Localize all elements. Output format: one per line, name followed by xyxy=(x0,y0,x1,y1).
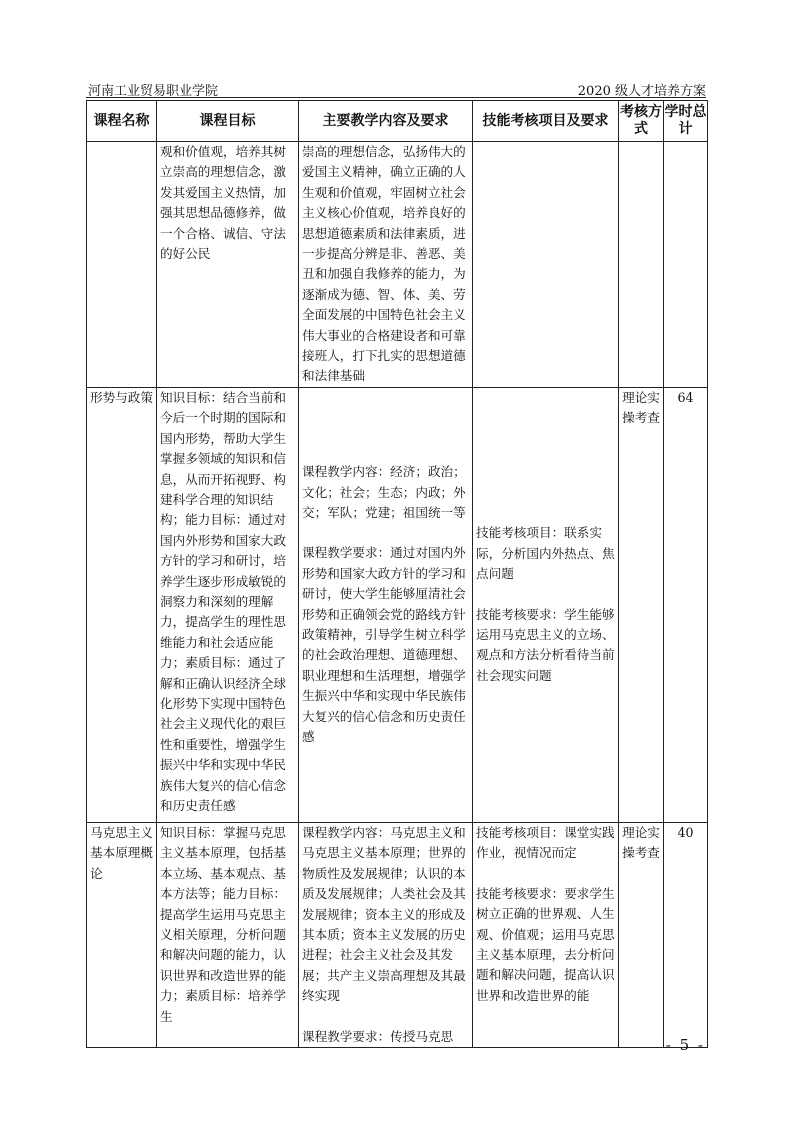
table-header-row xyxy=(87,101,708,142)
course-goal xyxy=(157,142,299,388)
skill-items-text: 技能考核项目：联系实际，分析国内外热点、焦点问题 xyxy=(476,525,615,582)
course-goal xyxy=(157,822,299,1047)
course-name: 马克思主义基本原理概论 xyxy=(87,822,157,1047)
col-header-skill: 技能考核项目及要求 xyxy=(473,101,619,142)
course-name: 形势与政策 xyxy=(87,387,157,822)
header-school: 河南工业贸易职业学院 xyxy=(88,84,219,99)
col-header-course-goal: 课程目标 xyxy=(157,101,299,142)
col-header-hours: 学时总计 xyxy=(664,101,708,142)
course-skill xyxy=(473,142,619,388)
table-row xyxy=(87,822,708,1047)
skill-requirements-text: 技能考核要求：要求学生树立正确的世界观、人生观、价值观；运用马克思主义基本原理，去分析问题和解决问题，提高认识世界和改造世界的能 xyxy=(476,885,615,1003)
content-text: 课程教学内容：经济；政治；文化；社会；生态；内政；外交；军队；党建；祖国统一等 xyxy=(302,464,466,521)
goal-text: 观和价值观，培养其树立崇高的理想信念，激发其爱国主义热情，加强其思想品德修养，做一个合格、诚信、守法的好公民 xyxy=(160,144,286,262)
header-rule xyxy=(86,97,706,98)
course-goal xyxy=(157,387,299,822)
total-hours: 64 xyxy=(664,387,708,822)
exam-method xyxy=(619,142,664,388)
table-row xyxy=(87,142,708,388)
course-content xyxy=(299,387,473,822)
course-skill xyxy=(473,387,619,822)
header-plan-title: 2020 级人才培养方案 xyxy=(577,84,706,99)
course-skill xyxy=(473,822,619,1047)
content-text: 课程教学内容：马克思主义和马克思主义基本原理；世界的物质性及发展规律；认识的本质及发展规律；人类社会及其发展规律；资本主义的形成及其本质；资本主义发展的历史进程；社会主义社会及其发展；共产主义崇高理想及其最终实现 xyxy=(302,824,466,1004)
course-content xyxy=(299,822,473,1047)
goal-text: 知识目标：结合当前和今后一个时期的国际和国内形势，帮助大学生掌握多领域的知识和信息，从而开拓视野、构建科学合理的知识结构；能力目标：通过对国内外形势和国家大政方针的学习和研讨，培养学生逐步形成敏锐的洞察力和深刻的理解力，提高学生的理性思维能力和社会适应能力；素质目标：通过了解和正确认识经济全球化形势下实现中国特色社会主义现代化的艰巨性和重要性，增强学生振兴中华和实现中华民族伟大复兴的信心信念和历史责任感 xyxy=(160,389,286,813)
skill-requirements-text: 技能考核要求：学生能够运用马克思主义的立场、观点和方法分析看待当前社会现实问题 xyxy=(476,606,615,683)
total-hours: 40 xyxy=(664,822,708,1047)
curriculum-table xyxy=(86,100,708,1048)
content-requirements-text: 课程教学要求：传授马克思 xyxy=(302,1028,454,1044)
exam-method: 理论实操考查 xyxy=(619,822,664,1047)
col-header-exam: 考核方式 xyxy=(619,101,664,142)
page-number: - 5 - xyxy=(665,1036,705,1054)
course-content xyxy=(299,142,473,388)
skill-items-text: 技能考核项目：课堂实践作业，视情况而定 xyxy=(476,824,615,861)
col-header-content: 主要教学内容及要求 xyxy=(299,101,473,142)
total-hours xyxy=(664,142,708,388)
exam-method: 理论实操考查 xyxy=(619,387,664,822)
col-header-course-name: 课程名称 xyxy=(87,101,157,142)
content-text: 崇高的理想信念，弘扬伟大的爱国主义精神，确立正确的人生观和价值观，牢固树立社会主义核心价值观，培养良好的思想道德素质和法律素质，进一步提高分辨是非、善恶、美丑和加强自我修养的能力，为逐渐成为德、智、体、美、劳全面发展的中国特色社会主义伟大事业的合格建设者和可靠接班人，打下扎实的思想道德和法律基础 xyxy=(302,144,466,384)
content-requirements-text: 课程教学要求：通过对国内外形势和国家大政方针的学习和研讨，使大学生能够厘清社会形势和正确领会党的路线方针政策精神，引导学生树立科学的社会政治理想、道德理想、职业理想和生活理想，增强学生振兴中华和实现中华民族伟大复兴的信心信念和历史责任感 xyxy=(302,545,466,745)
table-row xyxy=(87,387,708,822)
course-name xyxy=(87,142,157,388)
goal-text: 知识目标：掌握马克思主义基本原理，包括基本立场、基本观点、基本方法等；能力目标：提高学生运用马克思主义相关原理，分析问题和解决问题的能力，认识世界和改造世界的能力；素质目标：培养学生 xyxy=(160,824,286,1024)
